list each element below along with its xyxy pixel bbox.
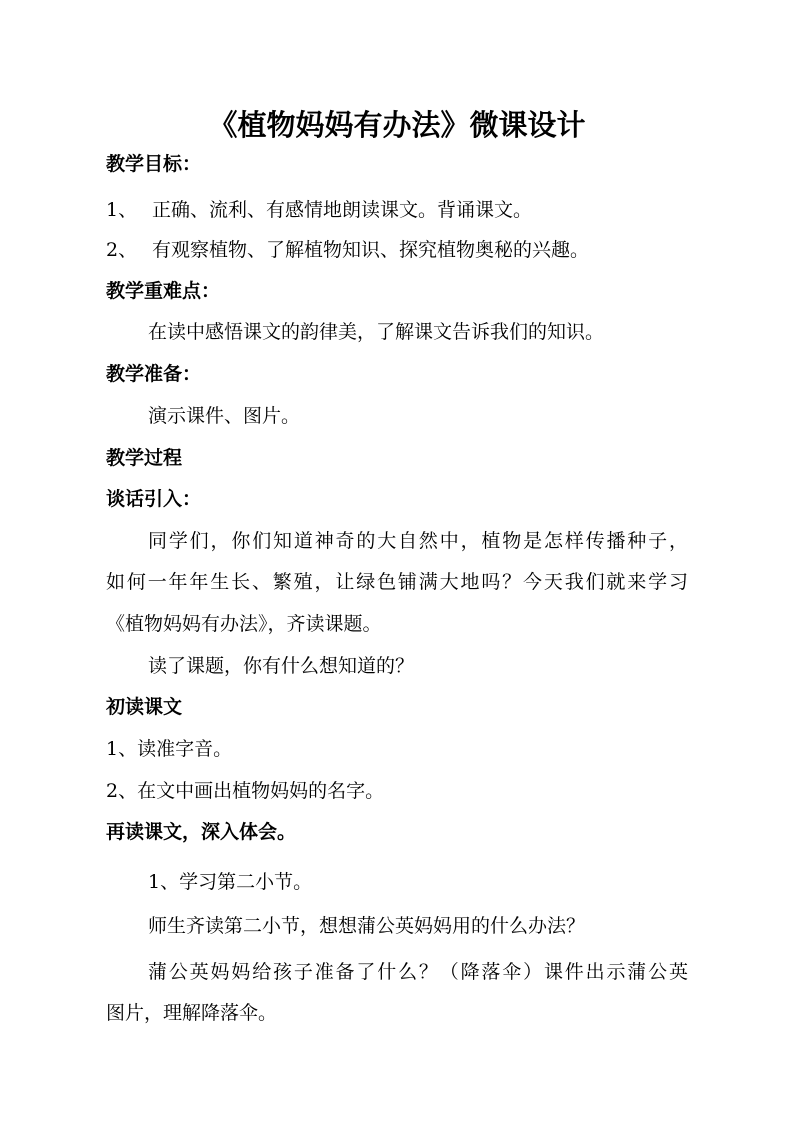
second-reading-text: 图片，理解降落伞。 xyxy=(106,1002,278,1024)
key-points-heading: 教学重难点： xyxy=(106,280,221,302)
first-reading-item: 1、读准字音。 xyxy=(106,738,233,760)
goal-item-1 xyxy=(106,198,532,222)
intro-question: 读了课题，你有什么想知道的？ xyxy=(148,655,415,677)
key-points-text: 在读中感悟课文的韵律美，了解课文告诉我们的知识。 xyxy=(148,321,605,343)
goal-item-number: 1、 xyxy=(106,199,138,221)
intro-paragraph-line: 如何一年年生长、繁殖，让绿色铺满大地吗？今天我们就来学习 xyxy=(106,571,688,593)
goal-item-number: 2、 xyxy=(106,239,138,261)
second-reading-text: 师生齐读第二小节，想想蒲公英妈妈用的什么办法？ xyxy=(148,915,586,937)
process-heading: 教学过程 xyxy=(106,447,183,469)
goal-item-text: 正确、流利、有感情地朗读课文。背诵课文。 xyxy=(152,199,533,221)
intro-paragraph-line: 同学们，你们知道神奇的大自然中，植物是怎样传播种子， xyxy=(148,530,688,552)
preparation-heading: 教学准备： xyxy=(106,363,202,385)
intro-heading: 谈话引入： xyxy=(106,488,202,510)
second-reading-text: 蒲公英妈妈给孩子准备了什么？（降落伞）课件出示蒲公英 xyxy=(148,961,688,983)
first-reading-heading: 初读课文 xyxy=(106,696,183,718)
goals-heading: 教学目标： xyxy=(106,153,202,175)
page-title: 《植物妈妈有办法》微课设计 xyxy=(208,108,586,142)
intro-paragraph-line: 《植物妈妈有办法》，齐读课题。 xyxy=(106,613,382,635)
second-reading-heading: 再读课文，深入体会。 xyxy=(106,821,297,843)
preparation-text: 演示课件、图片。 xyxy=(148,405,301,427)
goal-item-text: 有观察植物、了解植物知识、探究植物奥秘的兴趣。 xyxy=(152,239,590,261)
goal-item-2 xyxy=(106,238,589,262)
second-reading-item: 1、学习第二小节。 xyxy=(148,871,313,893)
first-reading-item: 2、在文中画出植物妈妈的名字。 xyxy=(106,780,385,802)
